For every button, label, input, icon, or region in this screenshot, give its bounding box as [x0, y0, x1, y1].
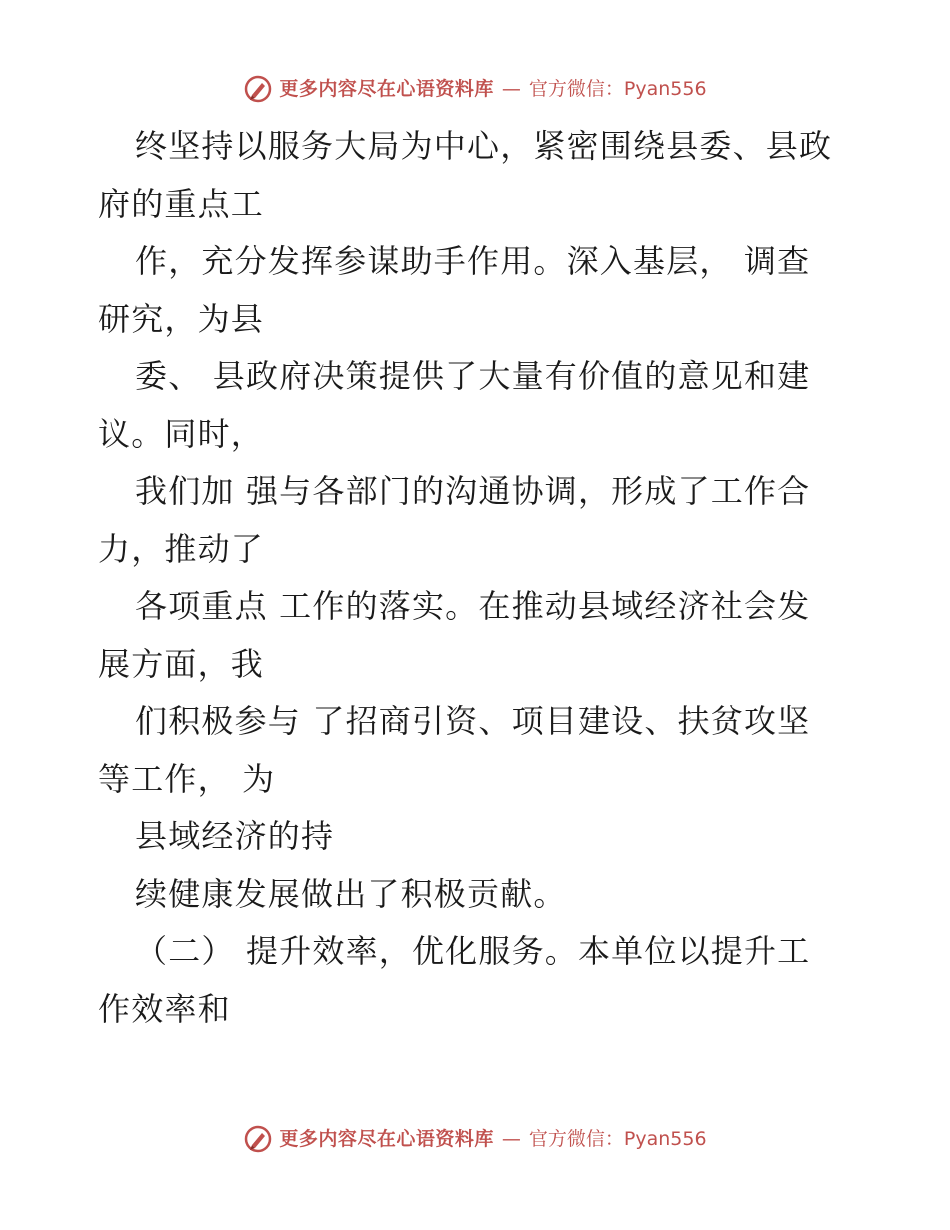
text-line: 终坚持以服务大局为中心，紧密围绕县委、县政 [135, 127, 833, 165]
text-line: 作效率和 [98, 989, 231, 1028]
text-line: 各项重点 工作的落实。在推动县域经济社会发 [135, 587, 811, 625]
text-line: 力，推动了 [98, 529, 265, 568]
text-line: 等工作， 为 [98, 759, 276, 798]
text-line: 们积极参与 了招商引资、项目建设、扶贫攻坚 [135, 702, 811, 740]
header-watermark [0, 74, 950, 104]
text-line: 作，充分发挥参谋助手作用。深入基层， 调查 [135, 242, 811, 280]
pen-logo-icon [243, 1124, 273, 1154]
text-line: 续健康发展做出了积极贡献。 [135, 874, 567, 913]
text-line: 府的重点工 [98, 184, 265, 223]
document-body [98, 118, 858, 1038]
watermark-brand: 更多内容尽在心语资料库 [279, 78, 494, 100]
watermark-brand: 更多内容尽在心语资料库 [279, 1128, 494, 1150]
watermark-contact: 官方微信：Pyan556 [528, 1128, 707, 1150]
text-line: 议。同时， [98, 414, 265, 453]
text-line: （二） 提升效率，优化服务。本单位以提升工 [135, 932, 811, 970]
text-line: 我们加 强与各部门的沟通协调，形成了工作合 [135, 472, 811, 510]
watermark-contact: 官方微信：Pyan556 [528, 78, 707, 100]
pen-logo-icon [243, 74, 273, 104]
text-line: 研究，为县 [98, 299, 265, 338]
watermark-separator: — [501, 78, 521, 100]
footer-watermark [0, 1124, 950, 1154]
text-line: 县域经济的持 [135, 817, 335, 855]
text-line: 展方面，我 [98, 644, 265, 683]
text-line: 委、 县政府决策提供了大量有价值的意见和建 [135, 357, 811, 395]
watermark-separator: — [501, 1128, 521, 1150]
